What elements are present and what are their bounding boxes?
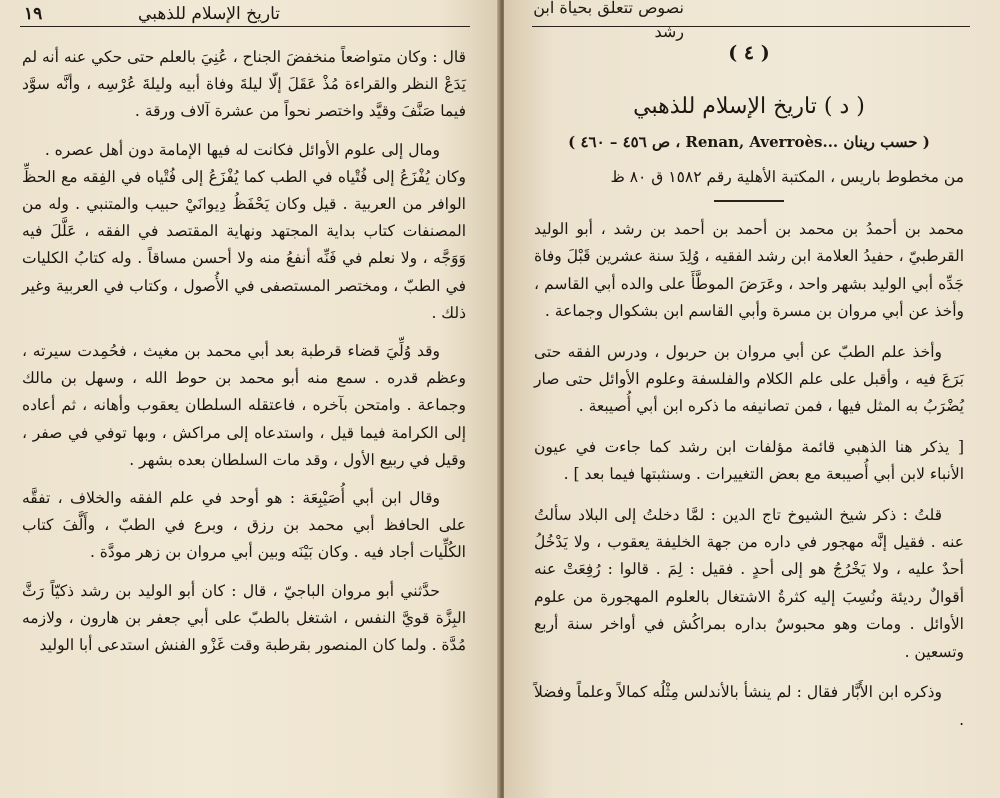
right-body-text [534, 216, 964, 734]
chapter-number: ( ٤ ) [728, 42, 770, 64]
paragraph: وأخذ علم الطبّ عن أبي مروان بن حربول ، ودرس الفقه حتى بَرَعَ فيه ، وأقبل على علم الكلام والفلسفة وعلوم الأوائل حتى صار يُضْرَبُ به المثل فيها ، فمن تصانيفه ما ذكره ابن أبي أُصيبعة . [534, 342, 964, 416]
left-running-title: تاريخ الإسلام للذهبي [138, 4, 280, 24]
paragraph: قال : وكان متواضعاً منخفضَ الجناح ، عُنِيَ بالعلم حتى حكي عنه أنه لم يَدَعْ النظر والقراءة مُذْ عَقَلَ إلّا ليلةَ وفاة أبيه وليلةَ عُرْسِه ، وأنَّه سوَّد فيما صَنَّفَ وقيَّد واختصر نحواً من عشرة آلاف ورقة . [22, 48, 466, 121]
paragraph: حدَّثني أبو مروان الباجيّ ، قال : كان أبو الوليد بن رشد ذكيّاً رَثَّ البِزَّة قويَّ النفس ، اشتغل بالطبّ على أبي جعفر بن هارون ، ولازمه مُدَّة . ولما كان المنصور بقرطبة وقت غَزْو الفنش استدعى أبا الوليد [22, 581, 466, 655]
right-running-head [532, 0, 970, 41]
chapter-title: ( د ) تاريخ الإسلام للذهبي [633, 94, 865, 119]
paragraph: ومال إلى علوم الأوائل فكانت له فيها الإمامة دون أهل عصره . [44, 140, 440, 159]
right-body [534, 38, 964, 734]
paragraph: وذكره ابن الأَبَّار فقال : لم ينشأ بالأندلس مِثْلُه كمالاً وعلماً وفضلاً . [534, 683, 964, 729]
editorial-note: [ يذكر هنا الذهبي قائمة مؤلفات ابن رشد كما جاءت في عيون الأنباء لابن أبي أُصيبعة مع بعض التغييرات . وسنثبتها فيما بعد ] . [534, 437, 964, 484]
manuscript-reference: من مخطوط باريس ، المكتبة الأهلية رقم ١٥٨٢ ق ٨٠ ظ [610, 168, 964, 186]
right-running-title: نصوص تتعلق بحياة ابن رشد [533, 0, 684, 41]
paragraph: قلتُ : ذكر شيخ الشيوخ تاج الدين : لمَّا دخلتُ إلى البلاد سألتُ عنه . فقيل إنَّه مهجور في داره من جهة الخليفة يعقوب ، ولا يَدْخُلُ أحدٌ عليه ، ولا يَخْرُجُ هو إلى أحدٍ . فقيل : لِمَ . قالوا : رُفِعَتْ عنه أقوالٌ رديئة ونُسِبَ إليه كثرةُ الاشتغال بالعلوم المهجورة من علوم الأوائل . ومات وهو محبوسٌ بداره بمراكُش في أواخر سنة أربع وتسعين . [534, 505, 964, 661]
left-body-text [22, 44, 466, 659]
paragraph: وكان يُفْزَعُ إلى فُتْياه في الطب كما يُفْزَعُ إلى فُتْياه في الفِقه مع الحظِّ الوافر من العربية . قيل وكان يَحْفَظُ دِيوانَيْ حبيب والمتنبي . وله من المصنفات كتاب بداية المجتهد ونهاية المقتصد في الفقه ، عَلَّلَ فيه وَوَجَّه ، ولا نعلم في فَنِّه أنفعُ منه ولا أحسن مساقاً . وله كتابُ الكليات في الطبّ ، ومختصر المستصفى في الأُصول ، وكتاب في العربية وغير ذلك . [22, 167, 466, 322]
right-page [504, 0, 1000, 798]
source-close: ، ص ٤٥٦ – ٤٦٠ ) [568, 133, 681, 151]
source-citation [534, 130, 964, 154]
left-running-head [20, 2, 470, 27]
source-renan: Renan, Averroès... [685, 133, 839, 151]
paragraph: محمد بن أحمدُ بن محمد بن أحمد بن أحمد بن رشد ، أبو الوليد القرطبيّ ، حفيدُ العلامة ابن رشد الفقيه ، وُلِدَ سنة عشرين قَبْلَ وفاة جَدِّه أبي الوليد بشهر واحد ، وعَرَضَ الموطَّأَ على والده أبي القاسم ، وأخذ عن أبي مروان بن مسرة وأبي القاسم ابن بشكوال وجماعة . [534, 220, 964, 321]
paragraph: وقد وُلِّيَ قضاء قرطبة بعد أبي محمد بن مغيث ، فحُمِدت سيرته ، وعظم قدره . سمع منه أبو محمد بن حوط الله ، وسهل بن مالك وجماعة . وامتحن بآخره ، فاعتقله السلطان يعقوب وأهانه ، ثم أعاده إلى الكرامة فيما قيل ، واستدعاه إلى مراكش ، وبها توفي في صفر ، وقيل في ربيع الأول ، وقد مات السلطان بعده بشهر . [22, 342, 466, 469]
section-rule [714, 200, 784, 202]
page-number: ١٩ [24, 4, 43, 24]
source-open: ( حسب رينان [843, 133, 930, 151]
paragraph: وقال ابن أبي أُصَيْبِعَة : هو أوحد في علم الفقه والخلاف ، تفقَّه على الحافظ أبي محمد بن رزق ، وبرع في الطبّ ، وأَلَّفَ كتاب الكُلِّيات أجاد فيه . وكان بَيْنَه وبين أبي مروان بن زهر مودَّة . [22, 489, 466, 562]
